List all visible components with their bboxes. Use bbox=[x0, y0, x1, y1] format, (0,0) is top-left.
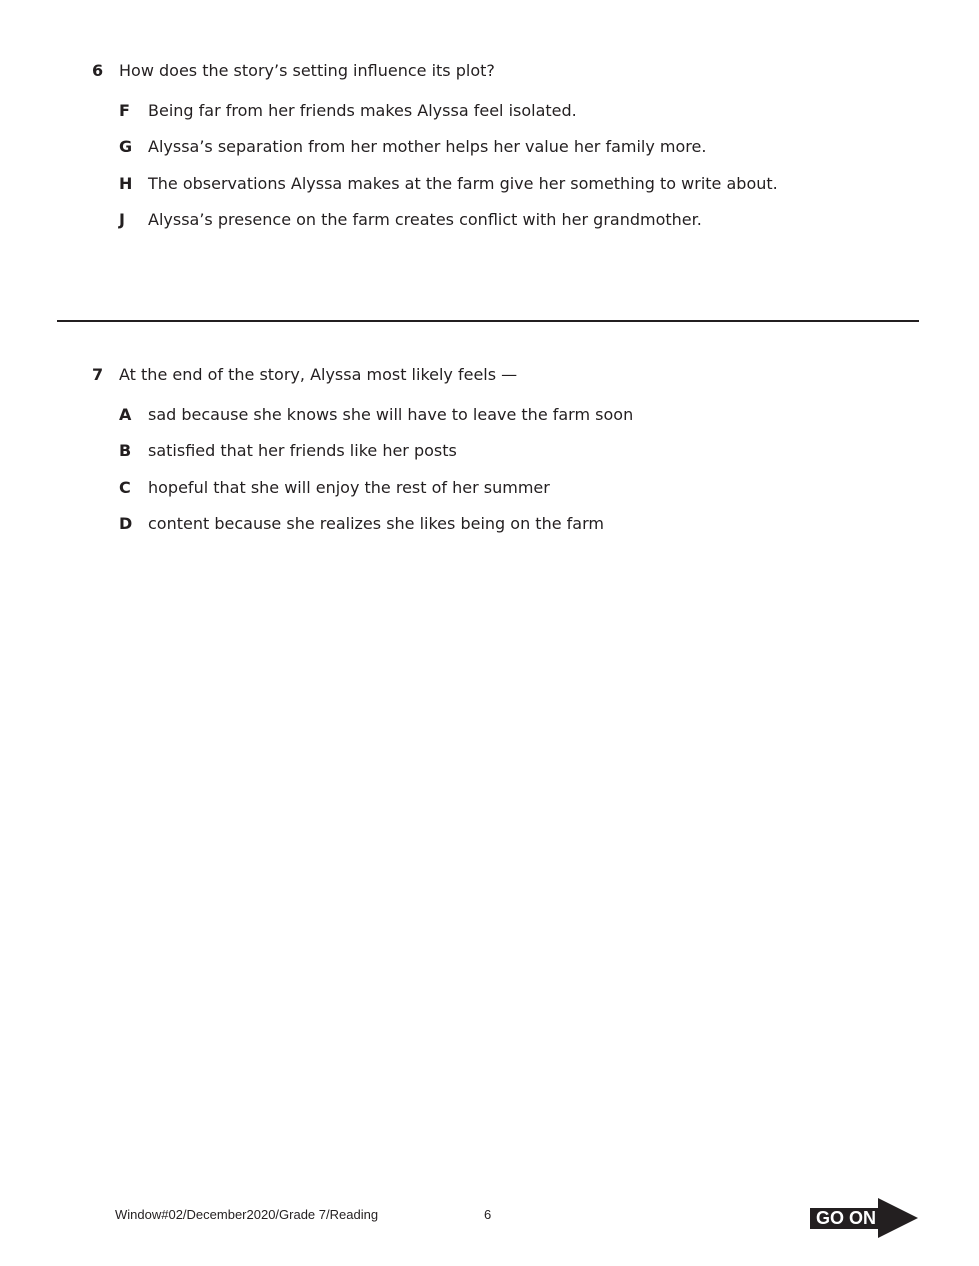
page-number: 6 bbox=[484, 1207, 492, 1222]
answer-option-h[interactable] bbox=[119, 174, 912, 210]
option-text: sad because she knows she will have to leave the farm soon bbox=[148, 405, 634, 424]
question-number: 6 bbox=[92, 61, 104, 80]
go-on-label: GO ON bbox=[812, 1208, 880, 1229]
option-letter: A bbox=[119, 405, 132, 424]
option-text: satisfied that her friends like her posts bbox=[148, 441, 457, 461]
question-number: 7 bbox=[92, 365, 104, 384]
option-letter: G bbox=[119, 137, 133, 157]
option-letter: B bbox=[119, 441, 132, 461]
option-letter: H bbox=[119, 173, 133, 193]
answer-option-b[interactable] bbox=[119, 441, 912, 477]
answer-options bbox=[119, 101, 912, 247]
option-letter: D bbox=[119, 514, 133, 534]
answer-options bbox=[119, 405, 912, 551]
option-text: The observations Alyssa makes at the farm give her something to write about. bbox=[148, 173, 778, 193]
answer-option-g[interactable] bbox=[119, 137, 912, 173]
answer-option-j[interactable] bbox=[119, 210, 912, 246]
option-letter: F bbox=[119, 101, 130, 120]
answer-option-d[interactable] bbox=[119, 514, 912, 550]
option-letter: J bbox=[119, 210, 125, 230]
option-text: Alyssa’s separation from her mother helps her value her family more. bbox=[148, 137, 707, 157]
footer-test-code: Window#02/December2020/Grade 7/Reading bbox=[115, 1207, 379, 1222]
question-7 bbox=[92, 365, 912, 551]
answer-option-a[interactable] bbox=[119, 405, 912, 441]
option-text: content because she realizes she likes being on the farm bbox=[148, 514, 604, 534]
question-stem: How does the story’s setting influence its plot? bbox=[119, 61, 495, 80]
answer-option-f[interactable] bbox=[119, 101, 912, 137]
question-stem-row bbox=[92, 365, 912, 385]
go-on-indicator bbox=[810, 1198, 920, 1238]
option-text: hopeful that she will enjoy the rest of her summer bbox=[148, 477, 550, 497]
question-6 bbox=[92, 61, 912, 247]
question-stem-row bbox=[92, 61, 912, 81]
option-letter: C bbox=[119, 477, 131, 497]
option-text: Alyssa’s presence on the farm creates conflict with her grandmother. bbox=[148, 210, 702, 230]
question-stem: At the end of the story, Alyssa most likely feels — bbox=[119, 365, 518, 384]
option-text: Being far from her friends makes Alyssa feel isolated. bbox=[148, 101, 577, 120]
section-divider bbox=[57, 320, 919, 322]
answer-option-c[interactable] bbox=[119, 478, 912, 514]
